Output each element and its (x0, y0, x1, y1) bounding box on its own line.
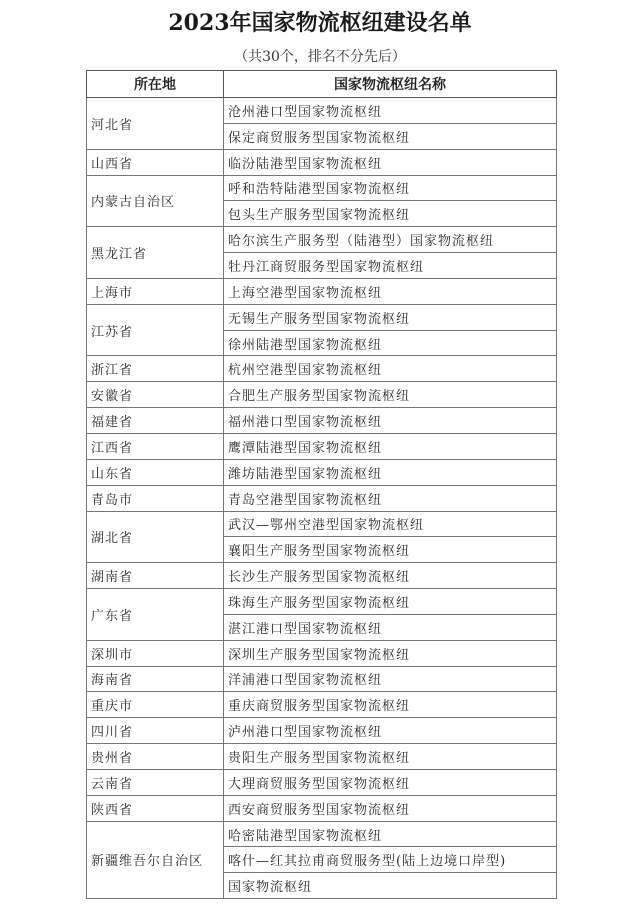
table-row (87, 718, 557, 744)
location-cell: 深圳市 (87, 640, 224, 666)
table-row (87, 149, 557, 175)
location-cell: 上海市 (87, 278, 224, 304)
hub-name-cell: 襄阳生产服务型国家物流枢纽 (224, 537, 557, 563)
location-cell: 浙江省 (87, 356, 224, 382)
location-cell: 四川省 (87, 718, 224, 744)
hub-name-cell: 泸州港口型国家物流枢纽 (224, 718, 557, 744)
hub-name-cell: 大理商贸服务型国家物流枢纽 (224, 769, 557, 795)
hub-name-cell: 上海空港型国家物流枢纽 (224, 278, 557, 304)
location-cell: 重庆市 (87, 692, 224, 718)
hub-name-cell: 包头生产服务型国家物流枢纽 (224, 201, 557, 227)
table-row (87, 744, 557, 770)
location-cell: 广东省 (87, 589, 224, 641)
table-row (87, 98, 557, 124)
hub-name-cell: 保定商贸服务型国家物流枢纽 (224, 123, 557, 149)
hub-name-cell: 无锡生产服务型国家物流枢纽 (224, 304, 557, 330)
hub-name-cell: 西安商贸服务型国家物流枢纽 (224, 795, 557, 821)
table-row (87, 589, 557, 615)
hub-name-cell: 沧州港口型国家物流枢纽 (224, 98, 557, 124)
location-cell: 海南省 (87, 666, 224, 692)
table-row (87, 485, 557, 511)
location-cell: 黑龙江省 (87, 227, 224, 279)
table-row (87, 821, 557, 847)
hub-name-cell: 贵阳生产服务型国家物流枢纽 (224, 744, 557, 770)
hub-name-cell: 杭州空港型国家物流枢纽 (224, 356, 557, 382)
table-body (87, 98, 557, 899)
hub-name-cell: 哈密陆港型国家物流枢纽 (224, 821, 557, 847)
hub-name-cell: 临汾陆港型国家物流枢纽 (224, 149, 557, 175)
page-subtitle: （共30个，排名不分先后） (234, 49, 406, 65)
hub-name-cell: 潍坊陆港型国家物流枢纽 (224, 459, 557, 485)
hub-name-cell: 国家物流枢纽 (224, 873, 557, 899)
table-row (87, 227, 557, 253)
hub-name-cell: 长沙生产服务型国家物流枢纽 (224, 563, 557, 589)
page-title: 2023年国家物流枢纽建设名单 (168, 10, 472, 36)
hub-name-cell: 武汉—鄂州空港型国家物流枢纽 (224, 511, 557, 537)
location-cell: 陕西省 (87, 795, 224, 821)
table-row (87, 433, 557, 459)
table-row (87, 692, 557, 718)
table-row (87, 563, 557, 589)
location-cell: 青岛市 (87, 485, 224, 511)
hub-name-cell: 哈尔滨生产服务型（陆港型）国家物流枢纽 (224, 227, 557, 253)
table-row (87, 408, 557, 434)
table-row (87, 666, 557, 692)
location-cell: 福建省 (87, 408, 224, 434)
location-cell: 安徽省 (87, 382, 224, 408)
hub-name-cell: 湛江港口型国家物流枢纽 (224, 614, 557, 640)
table-row (87, 278, 557, 304)
location-cell: 山东省 (87, 459, 224, 485)
hub-name-cell: 合肥生产服务型国家物流枢纽 (224, 382, 557, 408)
hub-name-cell: 徐州陆港型国家物流枢纽 (224, 330, 557, 356)
table-row (87, 769, 557, 795)
hub-name-cell: 青岛空港型国家物流枢纽 (224, 485, 557, 511)
table-row (87, 175, 557, 201)
table-row (87, 356, 557, 382)
location-cell: 湖南省 (87, 563, 224, 589)
hub-name-cell: 洋浦港口型国家物流枢纽 (224, 666, 557, 692)
location-cell: 江苏省 (87, 304, 224, 356)
location-cell: 河北省 (87, 98, 224, 150)
hub-name-cell: 福州港口型国家物流枢纽 (224, 408, 557, 434)
table-row (87, 640, 557, 666)
hub-name-cell: 喀什—红其拉甫商贸服务型(陆上边境口岸型) (224, 847, 557, 873)
hub-name-cell: 呼和浩特陆港型国家物流枢纽 (224, 175, 557, 201)
table-header-row (87, 71, 557, 98)
location-cell: 云南省 (87, 769, 224, 795)
hub-name-cell: 鹰潭陆港型国家物流枢纽 (224, 433, 557, 459)
table-row (87, 304, 557, 330)
location-cell: 江西省 (87, 433, 224, 459)
location-cell: 湖北省 (87, 511, 224, 563)
hub-name-cell: 深圳生产服务型国家物流枢纽 (224, 640, 557, 666)
table-row (87, 459, 557, 485)
hub-table (86, 70, 557, 899)
table-row (87, 795, 557, 821)
table-row (87, 382, 557, 408)
hub-name-cell: 珠海生产服务型国家物流枢纽 (224, 589, 557, 615)
hub-name-cell: 重庆商贸服务型国家物流枢纽 (224, 692, 557, 718)
location-cell: 贵州省 (87, 744, 224, 770)
location-cell: 山西省 (87, 149, 224, 175)
table-row (87, 511, 557, 537)
column-header-location: 所在地 (87, 71, 224, 98)
location-cell: 内蒙古自治区 (87, 175, 224, 227)
hub-name-cell: 牡丹江商贸服务型国家物流枢纽 (224, 253, 557, 279)
location-cell: 新疆维吾尔自治区 (87, 821, 224, 899)
column-header-hub-name: 国家物流枢纽名称 (224, 71, 557, 98)
